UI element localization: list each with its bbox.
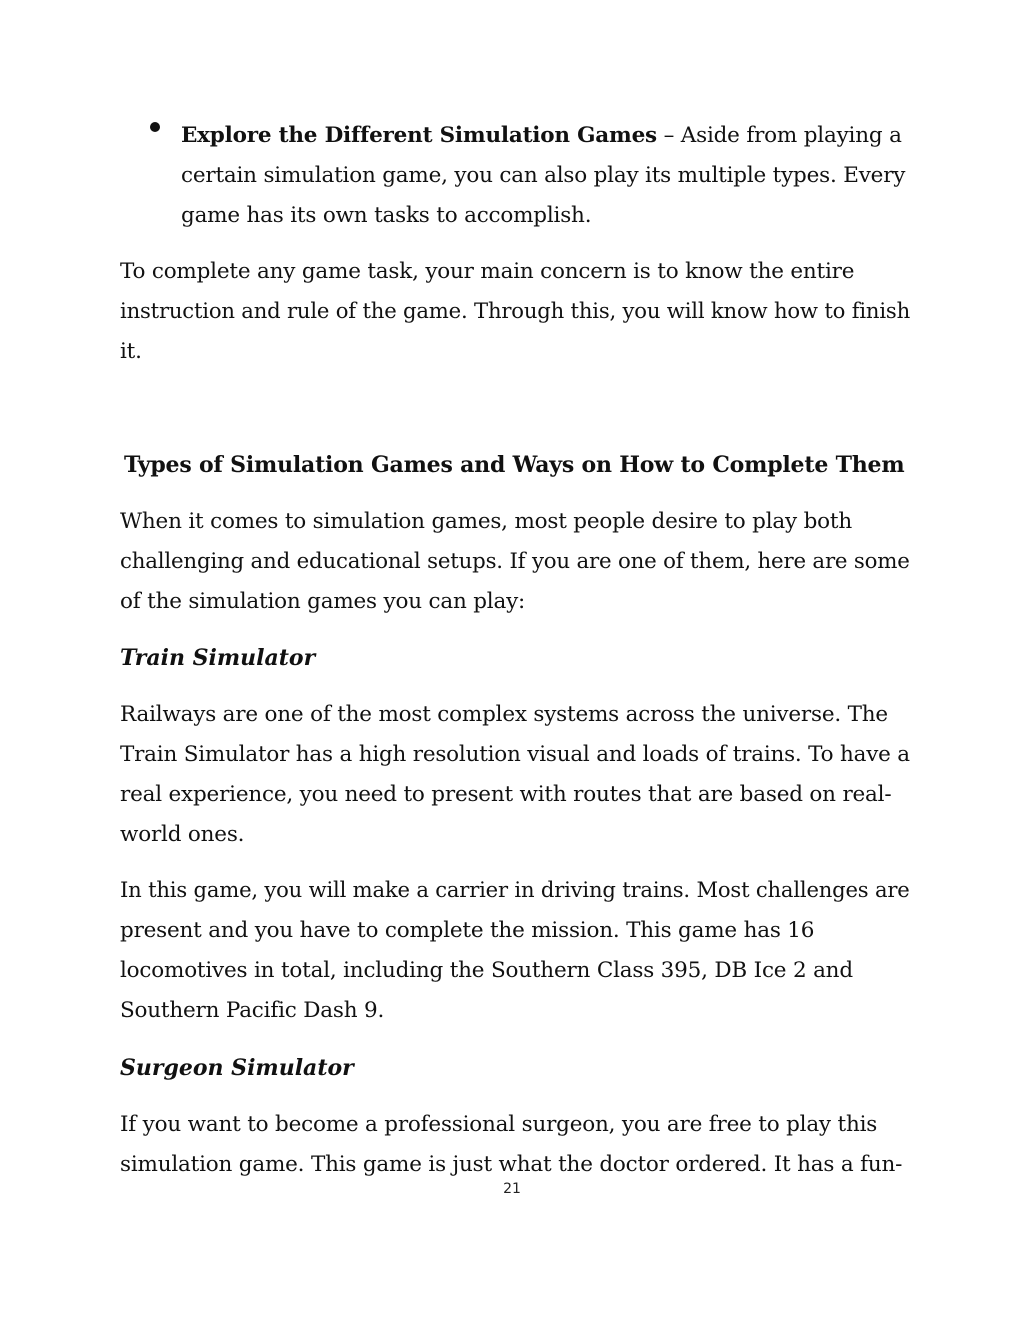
bullet-line-1	[181, 116, 902, 156]
paragraph-line: If you want to become a professional surgeon, you are free to play this	[120, 1112, 878, 1137]
bullet-marker	[150, 122, 160, 132]
train-simulator-heading: Train Simulator	[120, 645, 316, 671]
paragraph-line: When it comes to simulation games, most people desire to play both	[120, 509, 853, 534]
bullet-line1-rest: – Aside from playing a	[656, 123, 902, 148]
paragraph-line: challenging and educational setups. If you are one of them, here are some	[120, 549, 910, 574]
paragraph-line: Southern Pacific Dash 9.	[120, 998, 385, 1023]
paragraph-line: it.	[120, 339, 142, 364]
bullet-line-3: game has its own tasks to accomplish.	[181, 203, 592, 228]
paragraph-line: instruction and rule of the game. Through this, you will know how to finish	[120, 299, 911, 324]
page-number: 21	[503, 1181, 521, 1197]
surgeon-simulator-heading: Surgeon Simulator	[120, 1055, 354, 1081]
paragraph-line: of the simulation games you can play:	[120, 589, 526, 614]
section-heading: Types of Simulation Games and Ways on How to Complete Them	[124, 452, 905, 478]
paragraph-line: Railways are one of the most complex systems across the universe. The	[120, 702, 888, 727]
bullet-title: Explore the Different Simulation Games	[181, 123, 657, 148]
paragraph-line: To complete any game task, your main concern is to know the entire	[120, 259, 855, 284]
paragraph-line: present and you have to complete the mission. This game has 16	[120, 918, 815, 943]
paragraph-line: world ones.	[120, 822, 245, 847]
paragraph-line: real experience, you need to present with routes that are based on real-	[120, 782, 892, 807]
paragraph-line: In this game, you will make a carrier in driving trains. Most challenges are	[120, 878, 910, 903]
paragraph-line: locomotives in total, including the Southern Class 395, DB Ice 2 and	[120, 958, 853, 983]
bullet-line-2: certain simulation game, you can also play its multiple types. Every	[181, 163, 906, 188]
paragraph-line: Train Simulator has a high resolution visual and loads of trains. To have a	[120, 742, 910, 767]
paragraph-line: simulation game. This game is just what the doctor ordered. It has a fun-	[120, 1152, 903, 1177]
